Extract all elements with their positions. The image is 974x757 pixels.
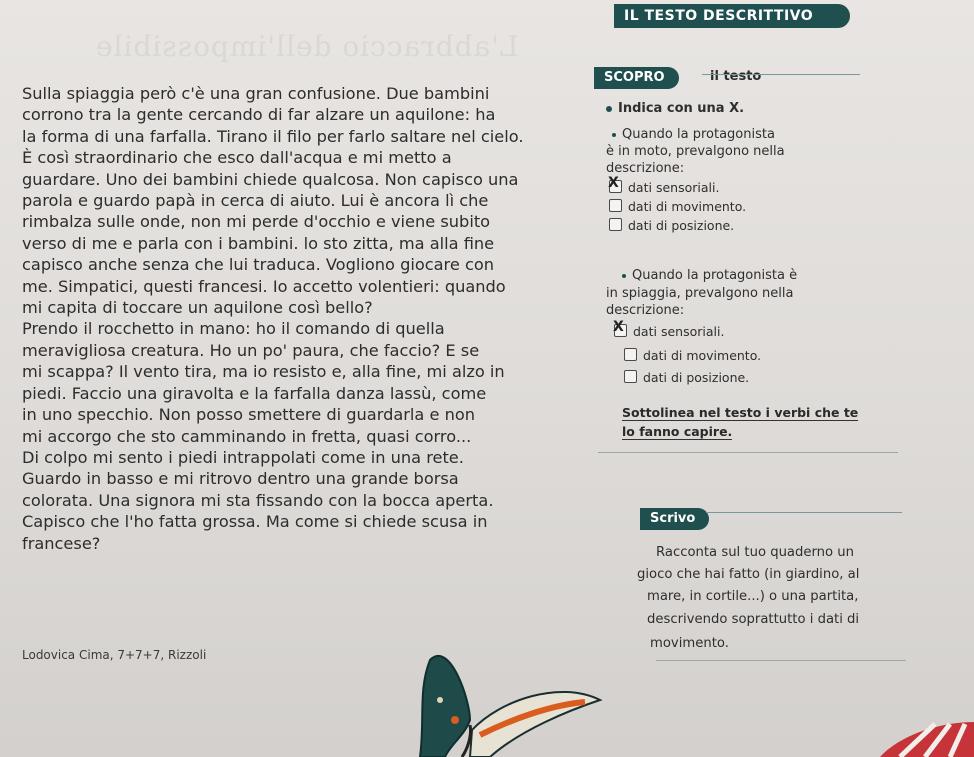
q2-line: descrizione: — [606, 303, 685, 318]
scrivo-line: mare, in cortile...) o una partita, — [647, 589, 859, 604]
scrivo-line: descrivendo soprattutto i dati di — [647, 612, 860, 627]
section-divider — [656, 660, 906, 661]
story-line: me. Simpatici, questi francesi. Io accetto volentieri: quando — [22, 276, 506, 296]
story-line: verso di me e parla con i bambini. lo sto zitta, ma alla fine — [22, 233, 495, 253]
bullet-icon — [622, 274, 626, 278]
story-line: francese? — [22, 533, 101, 553]
story-line: mi accorgo che sto camminando in fretta, quasi corro... — [22, 426, 472, 446]
instruction — [606, 100, 744, 118]
check-mark: X — [608, 175, 619, 191]
story-line: parola e guardo papà in cerca di aiuto. Lui è ancora lì che — [22, 191, 489, 211]
q1-line: è in moto, prevalgono nella — [606, 144, 785, 159]
q1-option-movement[interactable] — [609, 199, 746, 215]
story-line: in uno specchio. Non posso smettere di guardarla e non — [22, 405, 476, 425]
story-line: rimbalza sulle onde, non mi perde d'occhio e viene subito — [22, 212, 491, 232]
option-label: dati di posizione. — [628, 218, 735, 233]
q2-line: in spiaggia, prevalgono nella — [606, 286, 794, 301]
story-line: mi scappa? Il vento tira, ma io resisto e, alla fine, mi alzo in — [22, 362, 505, 382]
q1-line: Quando la protagonista — [622, 127, 775, 142]
story-line: la forma di una farfalla. Tirano il filo per farlo saltare nel cielo. — [22, 126, 524, 146]
story-line: Di colpo mi sento i piedi intrappolati come in una rete. — [22, 447, 464, 467]
scopro-rule — [702, 74, 860, 75]
story-line: mi capita di toccare un aquilone così bello? — [22, 298, 373, 318]
bullet-icon — [612, 133, 616, 137]
q1-line: descrizione: — [606, 161, 685, 176]
q1-option-sensory[interactable] — [608, 175, 720, 196]
scopro-title: il testo — [710, 69, 762, 84]
checkbox[interactable] — [613, 319, 627, 337]
q2-option-sensory[interactable] — [613, 319, 725, 340]
q1-text — [612, 126, 775, 144]
checkbox[interactable] — [624, 370, 637, 383]
checkbox[interactable] — [609, 218, 622, 231]
underline-instruction — [622, 404, 858, 422]
option-label: dati di movimento. — [643, 348, 762, 363]
story-line: capisco anche senza che lui traduca. Vogliono giocare con — [22, 255, 495, 275]
story-line: Prendo il rocchetto in mano: ho il comando di quella — [22, 319, 445, 339]
story-text — [22, 83, 582, 554]
scrivo-tab: Scrivo — [640, 508, 709, 530]
story-line: corrono tra la gente cercando di far alzare un aquilone: ha — [22, 105, 496, 125]
bullet-icon — [606, 106, 612, 112]
q2-option-movement[interactable] — [624, 348, 761, 364]
story-line: Guardo in basso e mi ritrovo dentro una grande borsa — [22, 469, 459, 489]
story-line: Capisco che l'ho fatta grossa. Ma come si chiede scusa in — [22, 512, 488, 532]
underline-line: Sottolinea nel testo i verbi che te — [622, 405, 859, 420]
scopro-tab: SCOPRO — [594, 67, 679, 89]
checkbox[interactable] — [624, 348, 637, 361]
checkbox[interactable] — [609, 199, 622, 212]
story-line: guardare. Uno dei bambini chiede qualcosa. Non capisco una — [22, 169, 519, 189]
scrivo-rule — [706, 512, 902, 513]
instruction-text: Indica con una X. — [618, 101, 745, 116]
section-header-banner: IL TESTO DESCRITTIVO — [614, 4, 850, 28]
checkbox[interactable] — [608, 175, 622, 193]
bleed-through-text: L'abbraccio dell'impossibile — [95, 30, 519, 63]
q2-line: Quando la protagonista è — [632, 268, 798, 283]
option-label: dati sensoriali. — [628, 180, 720, 195]
underline-instruction — [622, 423, 732, 441]
scrivo-line: Racconta sul tuo quaderno un — [656, 545, 855, 560]
underline-line: lo fanno capire. — [622, 424, 733, 439]
story-line: piedi. Faccio una giravolta e la farfalla danza lassù, come — [22, 383, 487, 403]
story-line: È così straordinario che esco dall'acqua e mi metto a — [22, 148, 452, 168]
source-citation: Lodovica Cima, 7+7+7, Rizzoli — [22, 648, 207, 662]
q2-text — [622, 267, 797, 285]
option-label: dati sensoriali. — [633, 324, 725, 339]
option-label: dati di movimento. — [628, 199, 747, 214]
scrivo-line: movimento. — [650, 636, 729, 651]
story-line: meravigliosa creatura. Ho un po' paura, che faccio? E se — [22, 340, 480, 360]
scrivo-line: gioco che hai fatto (in giardino, al — [637, 567, 860, 582]
story-line: colorata. Una signora mi sta fissando con la bocca aperta. — [22, 490, 494, 510]
story-line: Sulla spiaggia però c'è una gran confusione. Due bambini — [22, 84, 490, 103]
option-label: dati di posizione. — [643, 370, 750, 385]
section-divider — [598, 452, 898, 453]
q2-option-position[interactable] — [624, 370, 749, 386]
q1-option-position[interactable] — [609, 218, 734, 234]
check-mark: X — [613, 319, 624, 335]
